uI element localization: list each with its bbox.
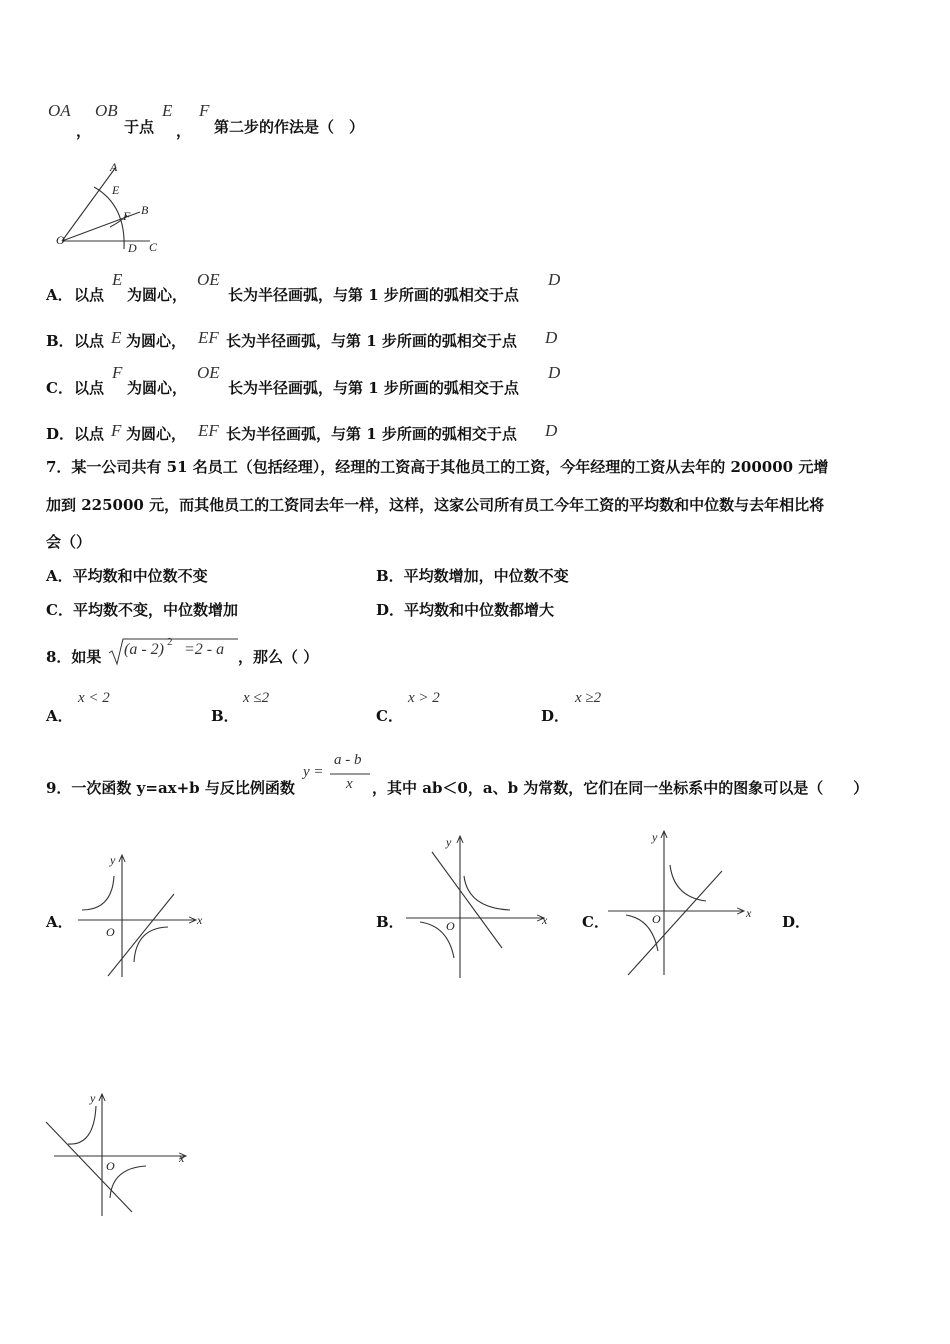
q7-option-d: D．平均数和中位数都增大 xyxy=(376,601,555,619)
option-text: 以点 xyxy=(74,379,105,397)
hyperbola-branch xyxy=(68,1106,96,1144)
math-y-eq: y = xyxy=(303,764,324,780)
option-letter: B． xyxy=(211,707,239,725)
option-letter: C． xyxy=(46,379,73,397)
option-letter: A． xyxy=(46,707,73,725)
hyperbola-branch xyxy=(82,876,114,910)
label-a: A xyxy=(110,160,118,174)
math-center: E xyxy=(112,270,123,289)
sqrt-overline xyxy=(123,636,243,642)
text-yu-dian: 于点 xyxy=(124,118,155,136)
linear-line xyxy=(628,871,722,975)
q9-stem xyxy=(46,750,926,800)
angle-construction-figure xyxy=(48,160,168,255)
math-expr: x < 2 xyxy=(78,690,110,706)
math-center: F xyxy=(112,363,123,382)
comma: ， xyxy=(176,122,192,140)
option-text: 以点 xyxy=(74,286,105,304)
math-point: D xyxy=(545,328,558,347)
ray-oa xyxy=(62,167,116,241)
x-label: x xyxy=(179,1151,185,1165)
math-expr: x > 2 xyxy=(408,690,440,706)
math-point: D xyxy=(548,363,561,382)
graph-a xyxy=(70,850,220,980)
x-label: x xyxy=(542,913,548,927)
linear-line xyxy=(108,894,174,976)
q7-option-c: C．平均数不变，中位数增加 xyxy=(46,601,238,619)
q9-option-d-label: D． xyxy=(782,913,811,931)
math-ob: OB xyxy=(95,101,118,120)
math-radius: OE xyxy=(197,270,220,289)
math-rhs: =2 - a xyxy=(184,641,225,658)
y-label: y xyxy=(652,830,658,844)
option-text: 为圆心， xyxy=(126,425,187,443)
math-point: D xyxy=(545,421,558,440)
math-expr: x ≤2 xyxy=(243,690,270,706)
math-center: E xyxy=(111,328,122,347)
origin-label: O xyxy=(446,919,455,933)
q7-option-a: A．平均数和中位数不变 xyxy=(46,567,208,585)
option-text: 以点 xyxy=(74,332,105,350)
math-radius: OE xyxy=(197,363,220,382)
construction-arc xyxy=(94,187,124,249)
math-e: E xyxy=(162,101,173,120)
hyperbola-branch xyxy=(110,1166,146,1198)
label-d: D xyxy=(128,241,137,255)
y-label: y xyxy=(90,1091,96,1105)
q9-option-b-label: B． xyxy=(376,913,404,931)
math-point: D xyxy=(548,270,561,289)
label-c: C xyxy=(149,240,158,254)
option-text: 长为半径画弧，与第 1 步所画的弧相交于点 xyxy=(226,332,517,350)
q9-option-c-label: C． xyxy=(582,913,609,931)
q8-suffix: ，那么（ ） xyxy=(238,648,319,666)
math-exponent: 2 xyxy=(167,636,173,648)
q7-option-b: B．平均数增加，中位数不变 xyxy=(376,567,569,585)
option-text: 以点 xyxy=(74,425,105,443)
y-label: y xyxy=(110,853,116,867)
math-expr: x ≥2 xyxy=(575,690,602,706)
q8-prefix: 8．如果 xyxy=(46,648,102,666)
math-numerator: a - b xyxy=(334,752,362,768)
q6-option-d xyxy=(46,421,646,443)
origin-label: O xyxy=(106,1159,115,1173)
math-oa: OA xyxy=(48,101,71,120)
q9-option-a-label: A． xyxy=(46,913,73,931)
q7-stem-line-2: 加到 225000 元，而其他员工的工资同去年一样，这样，这家公司所有员工今年工资的平均数和中位数与去年相比将 xyxy=(46,496,825,514)
option-letter: D． xyxy=(46,425,75,443)
option-text: 为圆心， xyxy=(126,332,187,350)
x-label: x xyxy=(197,913,203,927)
q6-option-c xyxy=(46,363,646,397)
option-letter: A． xyxy=(46,286,73,304)
option-text: 为圆心， xyxy=(127,286,188,304)
hyperbola-branch xyxy=(134,927,168,962)
option-letter: B． xyxy=(46,332,74,350)
math-radius: EF xyxy=(198,421,219,440)
math-center: F xyxy=(111,421,122,440)
option-letter: D． xyxy=(541,707,570,725)
graph-d xyxy=(42,1088,202,1220)
q7-stem-line-1: 7．某一公司共有 51 名员工（包括经理），经理的工资高于其他员工的工资，今年经理的工资从去年的 200000 元增 xyxy=(46,458,829,476)
comma: ， xyxy=(76,122,92,140)
y-label: y xyxy=(446,835,452,849)
q8-stem xyxy=(46,636,446,676)
hyperbola-branch xyxy=(670,865,706,901)
math-radius: EF xyxy=(198,328,219,347)
origin-label: O xyxy=(652,912,661,926)
option-text: 为圆心， xyxy=(127,379,188,397)
option-text: 长为半径画弧，与第 1 步所画的弧相交于点 xyxy=(226,425,517,443)
q6-option-a xyxy=(46,270,646,304)
option-text: 长为半径画弧，与第 1 步所画的弧相交于点 xyxy=(228,379,519,397)
x-label: x xyxy=(746,906,752,920)
math-radicand: (a - 2) xyxy=(124,641,164,658)
text-second-step: 第二步的作法是（ ） xyxy=(214,118,365,136)
label-e: E xyxy=(112,183,120,197)
option-text: 长为半径画弧，与第 1 步所画的弧相交于点 xyxy=(228,286,519,304)
linear-line xyxy=(46,1122,132,1212)
graph-b xyxy=(400,830,560,980)
label-o: O xyxy=(56,233,65,247)
origin-label: O xyxy=(106,925,115,939)
label-f: F xyxy=(123,209,131,223)
option-letter: C． xyxy=(376,707,403,725)
label-b: B xyxy=(141,203,149,217)
graph-c xyxy=(604,825,764,980)
q7-stem-line-3: 会（） xyxy=(46,533,92,551)
q9-prefix: 9．一次函数 y=ax+b 与反比例函数 xyxy=(46,779,295,797)
math-denominator: x xyxy=(346,776,353,792)
math-f: F xyxy=(199,101,210,120)
q6-option-b xyxy=(46,328,646,350)
q9-suffix: ，其中 ab＜0，a、b 为常数，它们在同一坐标系中的图象可以是（ ） xyxy=(372,779,869,797)
